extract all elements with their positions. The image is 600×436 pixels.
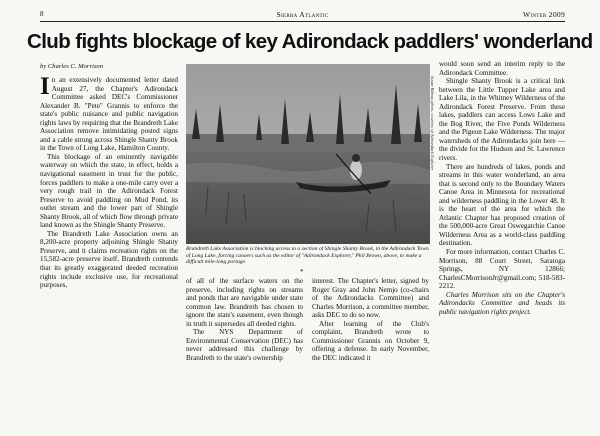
byline: by Charles C. Morrison: [40, 63, 104, 70]
paragraph: After learning of the Club's complaint, Brandreth wrote to Commissioner Grannis on October 9, offering a defense. In early November, the DEC indicated it: [312, 319, 429, 362]
paragraph: would soon send an interim reply to the Adirondack Committee.: [439, 60, 565, 77]
paragraph: interest. The Chapter's letter, signed by Roger Gray and John Nemjo (co-chairs of the Adirondacks Committee) and Charles Morrison, a committee member, asks DEC to do so now.: [312, 277, 429, 320]
paragraph: The Brandreth Lake Association owns an 8,200-acre property adjoining Shingle Shanty Preserve, and it claims recreation rights on the 15,582-acre preserve itself. Brandreth contends that its greatly exaggerated deeded recreation rights include exclusive use, for recreational purposes,: [40, 229, 178, 290]
separator-star: *: [300, 268, 304, 276]
paragraph: In an extensively documented letter dated August 27, the Chapter's Adirondack Committee asked DEC's Commissioner Alexander B. "Pete" Grannis to enforce the state's public nuisance and public navigation rights laws by requiring that the Brandreth Lake Association remove intimidating posted signs and a cable strung across Shingle Shanty Brook in the Town of Long Lake, Hamilton County.: [40, 73, 178, 153]
paragraph: This blockage of an eminently navigable waterway on which the state, in effect, holds a navigational easement in trust for the public, forces paddlers to make a one-mile carry over a very rough trail in the Adirondack Forest Preserve to avoid paddling on Mud Pond, its outlet stream and the lower part of Shingle Shanty Brook, all of which flow through private land known as the Shingle Shanty Preserve.: [40, 152, 178, 230]
column-2: [186, 277, 303, 362]
header-rule: [40, 21, 565, 22]
column-1: [40, 73, 178, 290]
column-3: [312, 277, 429, 362]
drop-cap: I: [40, 73, 50, 100]
canoe-photo: [186, 64, 430, 244]
page-header: [40, 10, 565, 20]
photo-credit: Susan Bibeau photo, courtesy of Adirondack Explorer: [430, 76, 435, 171]
paragraph: The NYS Department of Environmental Conservation (DEC) has never addressed this challenge by Brandreth to the state's ownership: [186, 328, 303, 362]
issue-date: Winter 2009: [523, 10, 565, 19]
paragraph: Shingle Shanty Brook is a critical link between the Little Tupper Lake area and Lake Lila, in the Whitney Wilderness of the Adirondack Forest Preserve. From these lakes, paddlers can access Lows Lake and the Bog River, the Five Ponds Wilderness and the Pigeon Lake Wilderness. The major watersheds of the Adirondacks join here — the divide for the Hudson and St. Lawrence rivers.: [439, 77, 565, 163]
author-bio: Charles Morrison sits on the Chapter's Adirondacks Committee and heads its public navigation rights project.: [439, 290, 565, 316]
page-number: 8: [40, 10, 44, 18]
paragraph: For more information, contact Charles C. Morrison, 88 Court Street, Saratoga Springs, NY 12866; CharlesCMorrisonJr@gmail.com; 518-583-2212.: [439, 248, 565, 291]
publication-name: Sierra Atlantic: [276, 10, 329, 19]
headline: Club fights blockage of key Adirondack paddlers' wonderland: [27, 30, 593, 53]
photo-caption: Brandreth Lake Association is blocking access to a section of Shingle Shanty Brook, in the Adirondack Town of Long Lake, forcing canoers such as the editor of "Adirondack Explorer," Phil Brown, above, to make a difficult mile-long portage.: [186, 246, 429, 266]
canoe-photo-image: [186, 64, 430, 244]
paragraph: of all of the surface waters on the preserve, including rights on streams and ponds that are navigable under state common law. Brandreth has chosen to ignore the state's easement, even though in truth it supersedes all deeded rights.: [186, 277, 303, 328]
paragraph: There are hundreds of lakes, ponds and streams in this water wonderland, an area that is second only to the Boundary Waters Canoe Area in Minnesota for recreational and wilderness paddling in the Lower 48. It is the heart of the area for which the Atlantic Chapter has proposed creation of the 500,000-acre Great Oswegatchie Canoe Wilderness Area as a world-class paddling destination.: [439, 162, 565, 248]
column-4: [439, 60, 565, 316]
